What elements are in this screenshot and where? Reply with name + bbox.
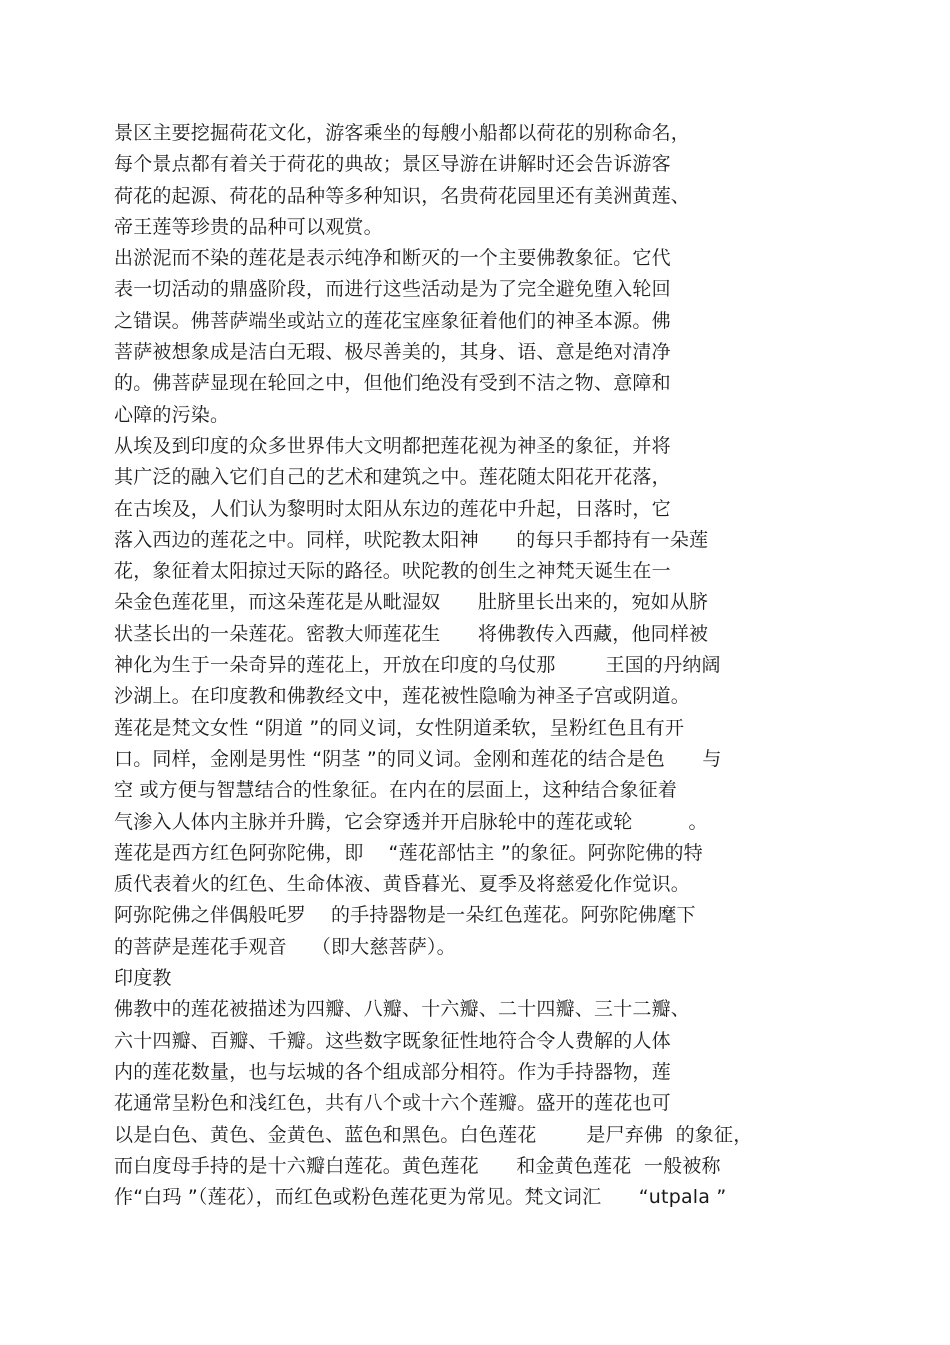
text-line: 莲花是梵文女性 “阴道 ”的同义词，女性阴道柔软，呈粉红色且有开 xyxy=(114,716,685,739)
text-line: 从埃及到印度的众多世界伟大文明都把莲花视为神圣的象征，并将 xyxy=(114,434,671,457)
text-line: 质代表着火的红色、生命体液、黄昏暮光、夏季及将慈爱化作觉识。 xyxy=(114,873,691,896)
text-line: 空 或方便与智慧结合的性象征。在内在的层面上，这种结合象征着 xyxy=(114,779,678,802)
text-line: 阿弥陀佛之伴偶般吒罗 的手持器物是一朵红色莲花。阿弥陀佛麾下 xyxy=(114,904,696,927)
text-line: 佛教中的莲花被描述为四瓣、八瓣、十六瓣、二十四瓣、三十二瓣、 xyxy=(114,998,691,1021)
text-line: 在古埃及，人们认为黎明时太阳从东边的莲花中升起，日落时，它 xyxy=(114,497,671,520)
text-line: 表一切活动的鼎盛阶段，而进行这些活动是为了完全避免堕入轮回 xyxy=(114,278,671,301)
text-line: 每个景点都有着关于荷花的典故；景区导游在讲解时还会告诉游客 xyxy=(114,153,671,176)
text-line: 出淤泥而不染的莲花是表示纯净和断灭的一个主要佛教象征。它代 xyxy=(114,247,671,270)
body-text xyxy=(114,118,844,1213)
text-line: 心障的污染。 xyxy=(114,403,230,426)
text-line: 花，象征着太阳掠过天际的路径。吠陀教的创生之神梵天诞生在一 xyxy=(114,560,671,583)
text-line: 以是白色、黄色、金黄色、蓝色和黑色。白色莲花 是尸弃佛 的象征， xyxy=(114,1123,753,1146)
text-line: 而白度母手持的是十六瓣白莲花。黄色莲花 和金黄色莲花 一般被称 xyxy=(114,1154,721,1177)
text-line: 帝王莲等珍贵的品种可以观赏。 xyxy=(114,215,383,238)
text-line: 落入西边的莲花之中。同样，吠陀教太阳神 的每只手都持有一朵莲 xyxy=(114,528,709,551)
text-line: 口。同样，金刚是男性 “阴茎 ”的同义词。金刚和莲花的结合是色 与 xyxy=(114,747,722,770)
text-line: 沙湖上。在印度教和佛教经文中，莲花被性隐喻为神圣子宫或阴道。 xyxy=(114,685,691,708)
text-line: 景区主要挖掘荷花文化，游客乘坐的每艘小船都以荷花的别称命名， xyxy=(114,122,691,144)
text-line: 作“白玛 ”（莲花），而红色或粉色莲花更为常见。梵文词汇 “utpala ” xyxy=(114,1186,727,1209)
text-line: 之错误。佛菩萨端坐或站立的莲花宝座象征着他们的神圣本源。佛 xyxy=(114,309,671,332)
text-line: 的。佛菩萨显现在轮回之中，但他们绝没有受到不洁之物、意障和 xyxy=(114,372,671,395)
text-line: 其广泛的融入它们自己的艺术和建筑之中。莲花随太阳花开花落， xyxy=(114,466,671,489)
text-line: 六十四瓣、百瓣、千瓣。这些数字既象征性地符合令人费解的人体 xyxy=(114,1029,671,1052)
text-line: 朵金色莲花里，而这朵莲花是从毗湿奴 肚脐里长出来的，宛如从脐 xyxy=(114,591,709,614)
text-line: 莲花是西方红色阿弥陀佛，即 “莲花部怙主 ”的象征。阿弥陀佛的特 xyxy=(114,841,703,864)
text-line: 荷花的起源、荷花的品种等多种知识，名贵荷花园里还有美洲黄莲、 xyxy=(114,184,691,207)
text-line: 内的莲花数量，也与坛城的各个组成部分相符。作为手持器物，莲 xyxy=(114,1060,671,1083)
text-line: 气渗入人体内主脉并升腾，它会穿透并开启脉轮中的莲花或轮 。 xyxy=(114,810,708,833)
text-line: 神化为生于一朵奇异的莲花上，开放在印度的乌仗那 王国的丹纳阔 xyxy=(114,654,721,677)
text-line: 菩萨被想象成是洁白无瑕、极尽善美的，其身、语、意是绝对清净 xyxy=(114,341,671,364)
text-line: 状茎长出的一朵莲花。密教大师莲花生 将佛教传入西藏，他同样被 xyxy=(114,622,709,645)
text-line: 花通常呈粉色和浅红色，共有八个或十六个莲瓣。盛开的莲花也可 xyxy=(114,1092,671,1115)
text-line: 的菩萨是莲花手观音 （即大慈菩萨）。 xyxy=(114,935,456,958)
section-heading: 印度教 xyxy=(114,967,172,990)
